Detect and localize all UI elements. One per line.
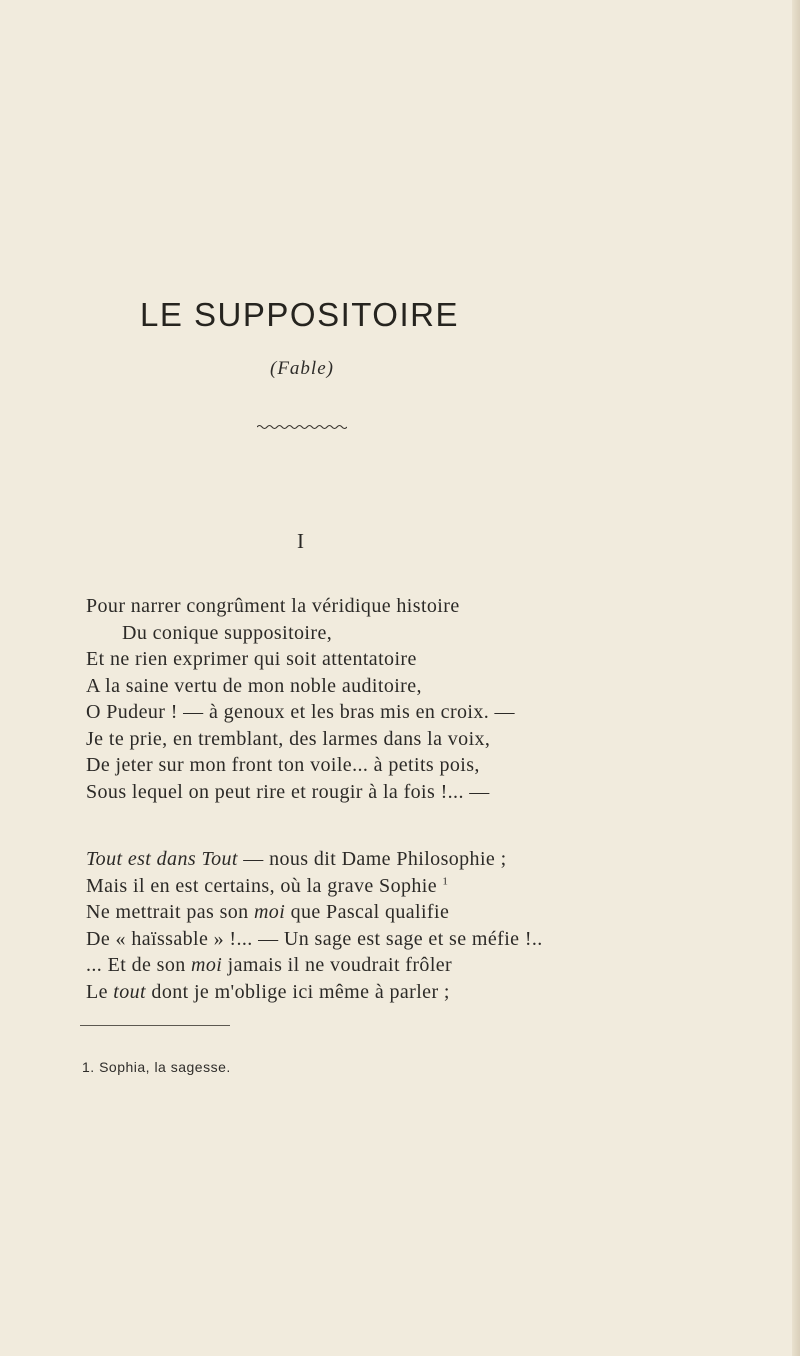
verse-text: Mais il en est certains, où la grave Sophie <box>86 874 437 897</box>
stanza-1 <box>86 593 546 805</box>
verse-line: De « haïssable » !... — Un sage est sage et se méfie !.. <box>86 927 543 950</box>
verse-line: Du conique suppositoire, <box>122 621 333 644</box>
ornament-divider <box>257 421 347 433</box>
verse-line: Pour narrer congrûment la véridique histoire <box>86 595 460 617</box>
italic-word: moi <box>191 954 223 976</box>
verse-text: dont je m'oblige ici même à parler ; <box>146 980 450 1003</box>
verse-line: Sous lequel on peut rire et rougir à la fois !... — <box>86 780 490 803</box>
footnote-reference: 1 <box>442 874 449 887</box>
verse-text: jamais il ne voudrait frôler <box>222 954 453 976</box>
italic-word: moi <box>253 901 286 923</box>
verse-line <box>86 899 546 926</box>
verse-line <box>86 846 546 873</box>
footnote-rule <box>80 1025 230 1026</box>
italic-phrase: Tout est dans Tout <box>86 848 238 870</box>
verse-text: Le <box>86 980 114 1003</box>
verse-line <box>86 952 546 979</box>
verse-text: ... Et de son <box>86 954 192 976</box>
italic-word: tout <box>113 980 147 1003</box>
section-number: I <box>297 529 304 553</box>
verse-line: Je te prie, en tremblant, des larmes dans la voix, <box>86 727 491 750</box>
stanza-2 <box>86 846 546 1005</box>
page-edge <box>792 0 800 1356</box>
verse-line: De jeter sur mon front ton voile... à petits pois, <box>86 754 480 776</box>
page-title: LE SUPPOSITOIRE <box>140 296 459 333</box>
verse-text: — nous dit Dame Philosophie ; <box>237 848 507 870</box>
verse-text: Ne mettrait pas son <box>86 901 254 923</box>
verse-text: que Pascal qualifie <box>285 901 450 923</box>
verse-line <box>86 873 546 900</box>
verse-line <box>86 979 546 1006</box>
subtitle: (Fable) <box>270 358 334 379</box>
verse-line: O Pudeur ! — à genoux et les bras mis en croix. — <box>86 701 515 723</box>
verse-line: Et ne rien exprimer qui soit attentatoire <box>86 648 417 670</box>
footnote: 1. Sophia, la sagesse. <box>82 1059 231 1075</box>
verse-line: A la saine vertu de mon noble auditoire, <box>86 674 422 697</box>
